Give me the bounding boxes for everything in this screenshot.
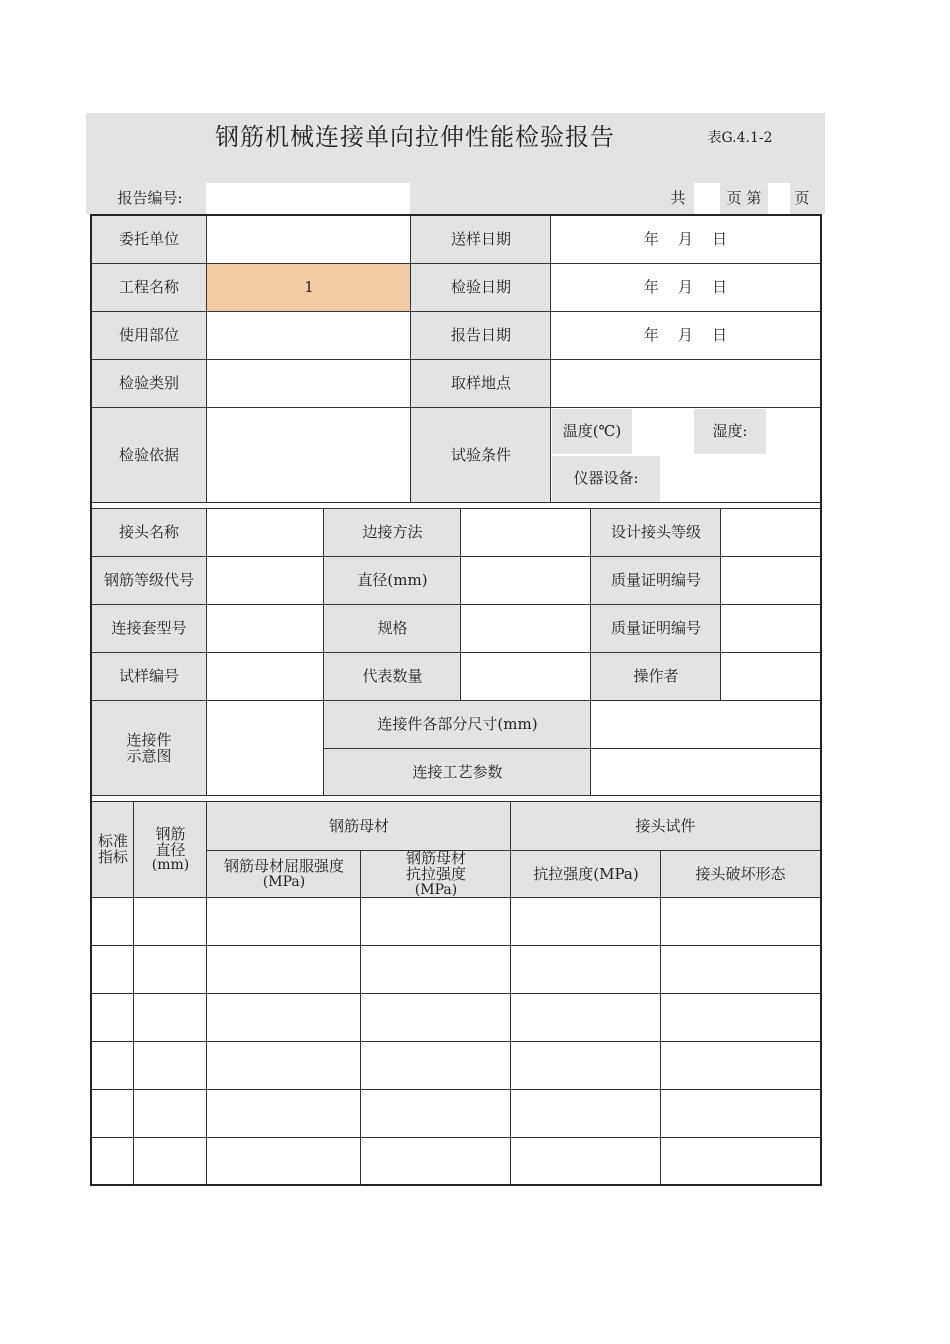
label-project: 工程名称 (92, 263, 206, 312)
cell-joint-tensile[interactable] (510, 1137, 661, 1186)
parent-tensile-line1: 钢筋母材 (405, 849, 466, 868)
label-sleeve-type: 连接套型号 (92, 604, 206, 653)
cell-failure-mode[interactable] (660, 897, 820, 946)
cell-failure-mode[interactable] (660, 1041, 820, 1090)
sample-no-field[interactable] (206, 652, 324, 701)
header-failure-mode: 接头破坏形态 (660, 850, 820, 898)
cell-diameter[interactable] (133, 1089, 207, 1138)
label-sample-place: 取样地点 (410, 359, 551, 408)
header-parent-material: 钢筋母材 (206, 802, 511, 851)
cell-diameter[interactable] (133, 1041, 207, 1090)
cell-diameter[interactable] (133, 993, 207, 1042)
cell-parent-tensile[interactable] (360, 1041, 511, 1090)
operator-field[interactable] (720, 652, 820, 701)
basis-field[interactable] (206, 407, 411, 503)
client-field[interactable] (206, 216, 411, 264)
cell-standard[interactable] (92, 1089, 134, 1138)
header-standard (92, 802, 134, 898)
total-pages-label: 共 (670, 189, 686, 208)
cell-joint-tensile[interactable] (510, 1041, 661, 1090)
diameter-field[interactable] (460, 556, 591, 605)
cell-standard[interactable] (92, 1137, 134, 1186)
joint-name-field[interactable] (206, 509, 324, 557)
diameter-line1: 钢筋 (155, 824, 186, 843)
cell-standard[interactable] (92, 945, 134, 994)
page-suffix-label: 页 (794, 189, 810, 208)
humidity-label: 湿度: (694, 409, 766, 454)
label-conditions: 试验条件 (410, 407, 551, 503)
label-joint-name: 接头名称 (92, 509, 206, 557)
report-no-field[interactable] (206, 183, 410, 214)
total-pages-field[interactable] (694, 183, 720, 214)
cell-joint-tensile[interactable] (510, 993, 661, 1042)
cell-parent-tensile[interactable] (360, 1137, 511, 1186)
label-cert-no-2: 质量证明编号 (590, 604, 721, 653)
design-grade-field[interactable] (720, 509, 820, 557)
quantity-field[interactable] (460, 652, 591, 701)
processing-field[interactable] (460, 509, 591, 557)
cert-no-2-field[interactable] (720, 604, 820, 653)
standard-line2: 指标 (97, 848, 128, 866)
label-cert-no-1: 质量证明编号 (590, 556, 721, 605)
parent-tensile-line2: 抗拉强度 (405, 865, 466, 884)
label-usage: 使用部位 (92, 311, 206, 360)
section-divider (92, 502, 820, 509)
label-test-date: 检验日期 (410, 263, 551, 312)
label-basis: 检验依据 (92, 407, 206, 503)
header-parent-tensile (360, 850, 511, 898)
cell-parent-tensile[interactable] (360, 945, 511, 994)
label-process-params: 连接工艺参数 (323, 748, 591, 796)
cell-diameter[interactable] (133, 945, 207, 994)
dimensions-field[interactable] (590, 700, 820, 749)
cell-yield-strength[interactable] (206, 1089, 361, 1138)
diameter-unit: (mm) (151, 857, 190, 874)
cell-failure-mode[interactable] (660, 1137, 820, 1186)
label-client: 委托单位 (92, 216, 206, 264)
header-diameter (133, 802, 207, 898)
page-title: 钢筋机械连接单向拉伸性能检验报告 (215, 123, 615, 152)
cell-parent-tensile[interactable] (360, 897, 511, 946)
report-date-field[interactable]: 年 月 日 (550, 311, 820, 360)
project-field[interactable]: 1 (206, 263, 411, 312)
cell-diameter[interactable] (133, 897, 207, 946)
cell-standard[interactable] (92, 897, 134, 946)
usage-field[interactable] (206, 311, 411, 360)
temperature-field[interactable] (632, 409, 694, 454)
cell-yield-strength[interactable] (206, 945, 361, 994)
cell-joint-tensile[interactable] (510, 1089, 661, 1138)
cell-yield-strength[interactable] (206, 897, 361, 946)
header-yield-strength (206, 850, 361, 898)
label-quantity: 代表数量 (323, 652, 461, 701)
header-joint-specimen: 接头试件 (510, 802, 820, 851)
diagram-label-line2: 示意图 (126, 746, 172, 765)
rebar-grade-field[interactable] (206, 556, 324, 605)
cell-failure-mode[interactable] (660, 993, 820, 1042)
cell-yield-strength[interactable] (206, 1041, 361, 1090)
standard-line1: 标准 (97, 832, 128, 851)
spec-field[interactable] (460, 604, 591, 653)
label-report-date: 报告日期 (410, 311, 551, 360)
cell-diameter[interactable] (133, 1137, 207, 1186)
page-of-label: 页 第 (726, 189, 762, 208)
cell-parent-tensile[interactable] (360, 993, 511, 1042)
cell-parent-tensile[interactable] (360, 1089, 511, 1138)
yield-line1: 钢筋母材屈服强度 (223, 857, 344, 876)
parent-tensile-unit: (MPa) (414, 881, 458, 898)
cert-no-1-field[interactable] (720, 556, 820, 605)
test-date-field[interactable]: 年 月 日 (550, 263, 820, 312)
section-divider (92, 795, 820, 802)
diameter-line2: 直径 (155, 840, 186, 859)
label-send-date: 送样日期 (410, 216, 551, 264)
label-dimensions: 连接件各部分尺寸(mm) (323, 700, 591, 749)
yield-unit: (MPa) (262, 874, 306, 891)
label-spec: 规格 (323, 604, 461, 653)
instrument-field[interactable] (660, 456, 818, 502)
sleeve-type-field[interactable] (206, 604, 324, 653)
send-date-field[interactable]: 年 月 日 (550, 216, 820, 264)
label-test-type: 检验类别 (92, 359, 206, 408)
label-diagram (92, 700, 206, 796)
label-rebar-grade: 钢筋等级代号 (92, 556, 206, 605)
cell-yield-strength[interactable] (206, 993, 361, 1042)
cell-standard[interactable] (92, 1041, 134, 1090)
temperature-label: 温度(℃) (552, 409, 632, 454)
diagram-label-line1: 连接件 (126, 730, 172, 749)
instrument-label: 仪器设备: (552, 456, 660, 502)
label-sample-no: 试样编号 (92, 652, 206, 701)
cell-yield-strength[interactable] (206, 1137, 361, 1186)
diagram-field[interactable] (206, 700, 324, 796)
humidity-field[interactable] (766, 409, 818, 454)
cell-joint-tensile[interactable] (510, 897, 661, 946)
label-processing: 边接方法 (323, 509, 461, 557)
cell-standard[interactable] (92, 993, 134, 1042)
label-operator: 操作者 (590, 652, 721, 701)
cell-failure-mode[interactable] (660, 945, 820, 994)
form-number: 表G.4.1-2 (707, 129, 773, 146)
report-no-label: 报告编号: (117, 189, 183, 208)
current-page-field[interactable] (768, 183, 790, 214)
label-diameter: 直径(mm) (323, 556, 461, 605)
header-joint-tensile: 抗拉强度(MPa) (510, 850, 661, 898)
cell-joint-tensile[interactable] (510, 945, 661, 994)
process-params-field[interactable] (590, 748, 820, 796)
test-type-field[interactable] (206, 359, 411, 408)
sample-place-field[interactable] (550, 359, 820, 408)
cell-failure-mode[interactable] (660, 1089, 820, 1138)
label-design-grade: 设计接头等级 (590, 509, 721, 557)
